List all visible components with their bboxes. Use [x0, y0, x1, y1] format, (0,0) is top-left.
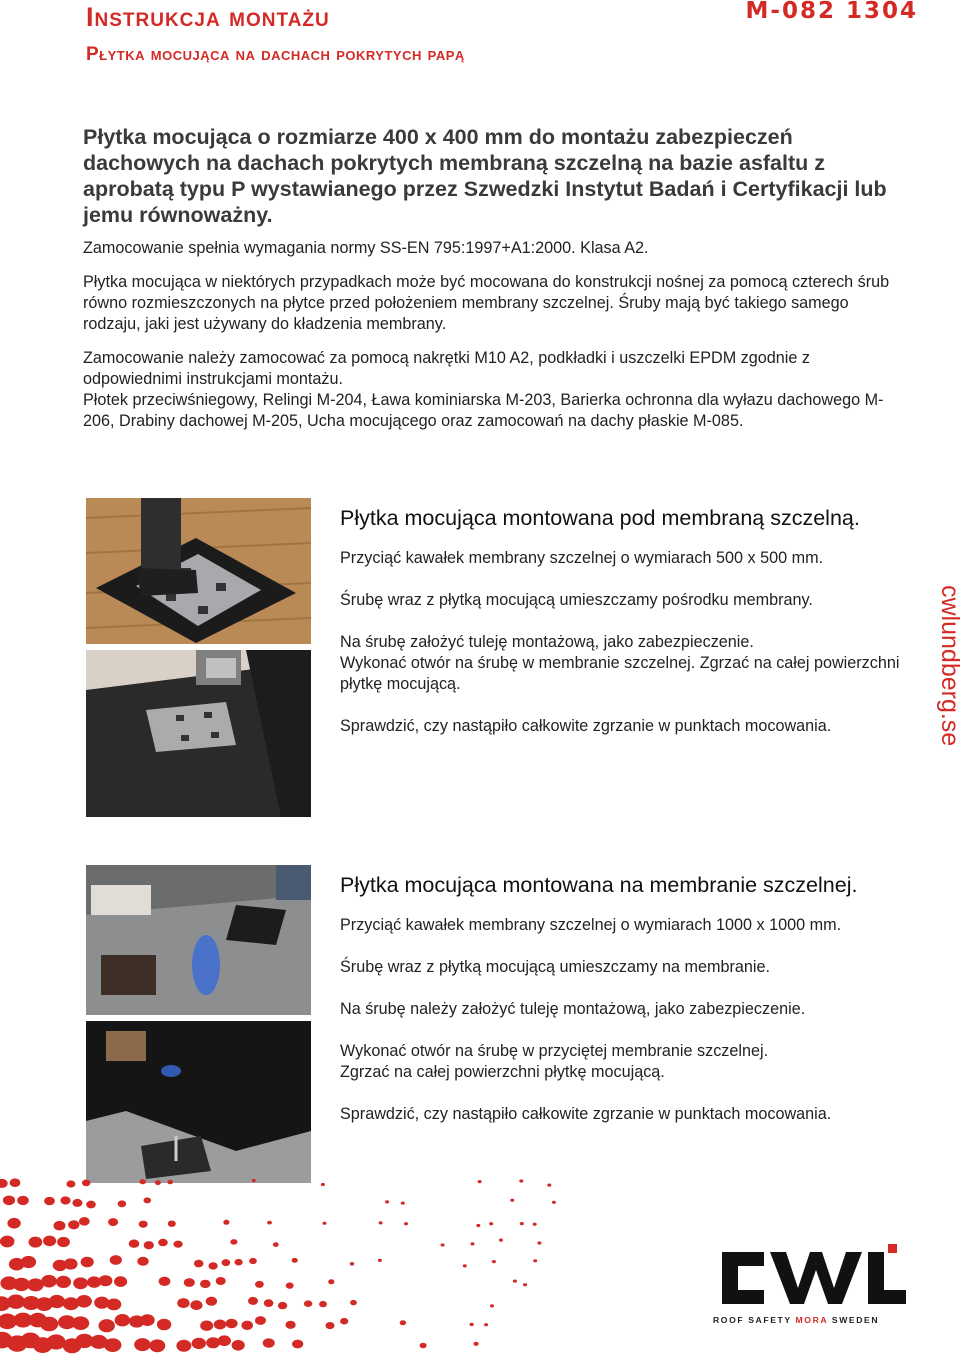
document-title: Instrukcja montażu — [86, 2, 330, 32]
decorative-dot — [82, 1180, 91, 1187]
decorative-dot — [209, 1262, 218, 1269]
decorative-dot — [40, 1317, 58, 1332]
decorative-dot — [378, 1259, 382, 1262]
decorative-dot — [7, 1218, 20, 1229]
decorative-dot — [7, 1295, 25, 1309]
decorative-dot — [255, 1316, 266, 1325]
decorative-dot — [155, 1180, 161, 1185]
decorative-dot — [79, 1217, 90, 1226]
decorative-dot — [350, 1262, 354, 1266]
decorative-dot — [292, 1340, 303, 1349]
decorative-dot — [115, 1314, 131, 1326]
decorative-dot — [110, 1255, 122, 1265]
decorative-dot — [149, 1339, 165, 1352]
decorative-dot — [471, 1242, 475, 1245]
step-3: Na śrubę założyć tuleję montażową, jako zabezpieczenie. — [340, 633, 754, 651]
decorative-dot — [158, 1239, 168, 1247]
section-under-membrane-heading: Płytka mocująca montowana pod membraną szczelną. — [340, 506, 860, 530]
decorative-dot — [264, 1299, 274, 1307]
decorative-dot — [190, 1300, 202, 1310]
decorative-dot — [29, 1237, 43, 1248]
decorative-dot — [118, 1200, 127, 1207]
decorative-dot — [194, 1260, 204, 1268]
website-label: cwlundberg.se — [936, 585, 964, 747]
decorative-dot — [0, 1236, 15, 1248]
decorative-dot — [400, 1320, 406, 1325]
decorative-dots — [0, 1180, 560, 1362]
section-on-membrane — [340, 872, 920, 1146]
decorative-dot — [47, 1334, 66, 1349]
section-on-membrane-heading: Płytka mocująca montowana na membranie szczelnej. — [340, 873, 858, 897]
product-code: M-082 1304 — [745, 0, 918, 24]
intro-lead: Płytka mocująca o rozmiarze 400 x 400 mm do montażu zabezpieczeń dachowych na dachach pokrytych membraną szczelną na bazie asfaltu z aprobatą typu P wystawianego przez Szwedzki Instytut Badań i Certyfikacji lub jemu równoważny. — [83, 125, 887, 227]
decorative-dot — [168, 1221, 176, 1227]
decorative-dot — [200, 1280, 211, 1288]
decorative-dot — [552, 1201, 556, 1204]
decorative-dot — [470, 1323, 474, 1326]
step-4: Wykonać otwór na śrubę w membranie szczelnej. Zgrzać na całej powierzchni płytkę mocującą. — [340, 654, 900, 693]
decorative-dot — [0, 1179, 8, 1188]
decorative-dot — [420, 1343, 427, 1349]
tagline-part-1: ROOF SAFETY — [713, 1315, 796, 1325]
decorative-dot — [533, 1223, 537, 1226]
decorative-dot — [273, 1242, 279, 1247]
decorative-dot — [157, 1319, 171, 1331]
decorative-dot — [537, 1241, 541, 1244]
decorative-dot — [519, 1179, 523, 1182]
decorative-dot — [385, 1200, 389, 1203]
decorative-dot — [54, 1221, 66, 1231]
decorative-dot — [404, 1222, 408, 1225]
decorative-dot — [499, 1239, 503, 1242]
decorative-dot — [255, 1281, 264, 1288]
decorative-dot — [232, 1340, 245, 1351]
decorative-dot — [326, 1322, 335, 1329]
decorative-dot — [490, 1304, 494, 1307]
section-under-membrane — [340, 505, 920, 758]
decorative-dot — [99, 1319, 115, 1332]
decorative-dot — [174, 1241, 183, 1248]
decorative-dot — [474, 1342, 479, 1346]
decorative-dot — [248, 1297, 258, 1305]
decorative-dot — [252, 1179, 256, 1182]
decorative-dot — [218, 1335, 231, 1346]
decorative-dot — [104, 1338, 121, 1352]
decorative-dot — [304, 1300, 312, 1307]
decorative-dot — [137, 1257, 148, 1266]
decorative-dot — [139, 1221, 148, 1228]
step-2: Śrubę wraz z płytką mocującą umieszczamy na membranie. — [340, 958, 771, 976]
decorative-dot — [86, 1201, 96, 1209]
decorative-dot — [107, 1299, 122, 1311]
decorative-dot — [249, 1258, 257, 1264]
decorative-dot — [463, 1264, 467, 1267]
decorative-dot — [441, 1243, 445, 1246]
document-subtitle: Płytka mocująca na dachach pokrytych papą — [86, 44, 465, 65]
photo-plate-under-membrane-2 — [86, 650, 311, 817]
decorative-dot — [350, 1300, 357, 1305]
decorative-dot — [214, 1320, 227, 1330]
decorative-dot — [319, 1301, 327, 1307]
decorative-dot — [323, 1222, 327, 1225]
decorative-dot — [489, 1222, 493, 1225]
decorative-dot — [200, 1321, 213, 1331]
decorative-dot — [216, 1277, 226, 1285]
decorative-dot — [513, 1280, 517, 1283]
decorative-dot — [159, 1277, 171, 1286]
company-logo — [712, 1244, 907, 1317]
intro-compatible-products: Płotek przeciwśniegowy, Relingi M-204, Ława kominiarska M-203, Barierka ochronna dla wyłazu dachowego M-206, Drabiny dachowej M-205, Ucha mocującego oraz zamocowań na dachy płaskie M-085. — [83, 391, 884, 430]
decorative-dot — [263, 1338, 275, 1348]
photo-plate-under-membrane-1 — [86, 498, 311, 644]
decorative-dot — [72, 1316, 89, 1330]
decorative-dot — [167, 1180, 173, 1185]
step-5: Sprawdzić, czy nastąpiło całkowite zgrzanie w punktach mocowania. — [340, 717, 832, 735]
intro-standard: Zamocowanie spełnia wymagania normy SS-EN 795:1997+A1:2000. Klasa A2. — [83, 239, 649, 257]
intro-mounting-note: Płytka mocująca w niektórych przypadkach może być mocowana do konstrukcji nośnej za pomocą czterech śrub równo rozmieszczonych na płytce przed położeniem membrany szczelnej. Śruby mają być takiego samego rodzaju, jaki jest używany do kładzenia membrany. — [83, 273, 890, 333]
decorative-dot — [44, 1197, 55, 1206]
decorative-dot — [192, 1338, 206, 1349]
decorative-dot — [134, 1338, 150, 1351]
decorative-dot — [60, 1196, 70, 1204]
decorative-dot — [3, 1196, 15, 1206]
decorative-dot — [206, 1297, 217, 1306]
decorative-dot — [492, 1260, 496, 1263]
decorative-dot — [176, 1340, 191, 1352]
decorative-dot — [547, 1184, 551, 1187]
decorative-dot — [533, 1259, 537, 1262]
decorative-dot — [64, 1258, 78, 1269]
decorative-dot — [21, 1256, 36, 1268]
decorative-dot — [68, 1220, 79, 1229]
tagline-part-3: SWEDEN — [827, 1315, 880, 1325]
decorative-dot — [286, 1282, 294, 1288]
decorative-dot — [66, 1180, 75, 1187]
step-3: Na śrubę należy założyć tuleję montażową, jako zabezpieczenie. — [340, 1000, 806, 1018]
decorative-dot — [226, 1319, 238, 1329]
decorative-dot — [43, 1236, 56, 1247]
tagline-mora: MORA — [795, 1315, 828, 1325]
decorative-dot — [144, 1241, 154, 1249]
step-1: Przyciąć kawałek membrany szczelnej o wymiarach 500 x 500 mm. — [340, 549, 824, 567]
decorative-dot — [144, 1197, 152, 1203]
decorative-dot — [510, 1199, 514, 1202]
decorative-dot — [328, 1279, 334, 1284]
decorative-dot — [223, 1220, 229, 1225]
decorative-dot — [267, 1221, 272, 1225]
photo-plate-on-membrane-1 — [86, 865, 311, 1015]
decorative-dot — [401, 1202, 405, 1205]
decorative-dot — [129, 1240, 140, 1248]
step-1: Przyciąć kawałek membrany szczelnej o wymiarach 1000 x 1000 mm. — [340, 916, 842, 934]
decorative-dot — [140, 1314, 155, 1326]
intro-nut-note: Zamocowanie należy zamocować za pomocą nakrętki M10 A2, podkładki i uszczelki EPDM zgodnie z odpowiednimi instrukcjami montażu. — [83, 349, 810, 388]
decorative-dot — [484, 1323, 488, 1326]
decorative-dot — [108, 1218, 118, 1226]
decorative-dot — [476, 1224, 480, 1227]
decorative-dot — [478, 1180, 482, 1183]
decorative-dot — [321, 1183, 325, 1186]
decorative-dot — [57, 1237, 70, 1247]
decorative-dot — [241, 1321, 253, 1330]
decorative-dot — [340, 1318, 348, 1325]
logo-tagline — [713, 1315, 879, 1325]
step-4: Wykonać otwór na śrubę w przyciętej membranie szczelnej. — [340, 1042, 769, 1060]
photo-plate-on-membrane-2 — [86, 1021, 311, 1183]
decorative-dot — [99, 1275, 113, 1286]
decorative-dot — [81, 1257, 94, 1268]
decorative-dot — [523, 1283, 527, 1286]
decorative-dot — [56, 1276, 71, 1288]
decorative-dot — [63, 1297, 79, 1310]
decorative-dot — [10, 1178, 21, 1187]
decorative-dot — [278, 1302, 287, 1309]
decorative-dot — [184, 1278, 195, 1287]
decorative-dot — [139, 1179, 146, 1184]
step-6: Sprawdzić, czy nastąpiło całkowite zgrzanie w punktach mocowania. — [340, 1105, 832, 1123]
step-5: Zgrzać na całej powierzchni płytkę mocującą. — [340, 1063, 665, 1081]
step-2: Śrubę wraz z płytką mocującą umieszczamy pośrodku membrany. — [340, 591, 813, 609]
decorative-dot — [41, 1275, 57, 1288]
decorative-dot — [13, 1278, 30, 1291]
intro-block — [83, 124, 903, 445]
decorative-dot — [114, 1276, 127, 1287]
decorative-dot — [73, 1277, 88, 1289]
decorative-dot — [520, 1222, 524, 1225]
decorative-dot — [76, 1295, 92, 1308]
decorative-dot — [17, 1196, 29, 1205]
decorative-dot — [177, 1298, 189, 1308]
decorative-dot — [49, 1295, 66, 1308]
decorative-dot — [27, 1278, 43, 1291]
decorative-dot — [379, 1221, 383, 1224]
decorative-dot — [206, 1337, 220, 1348]
decorative-dot — [286, 1321, 296, 1329]
decorative-dot — [230, 1239, 237, 1245]
decorative-dot — [72, 1199, 82, 1207]
decorative-dot — [235, 1259, 243, 1266]
decorative-dot — [222, 1259, 231, 1266]
decorative-dot — [292, 1258, 298, 1263]
